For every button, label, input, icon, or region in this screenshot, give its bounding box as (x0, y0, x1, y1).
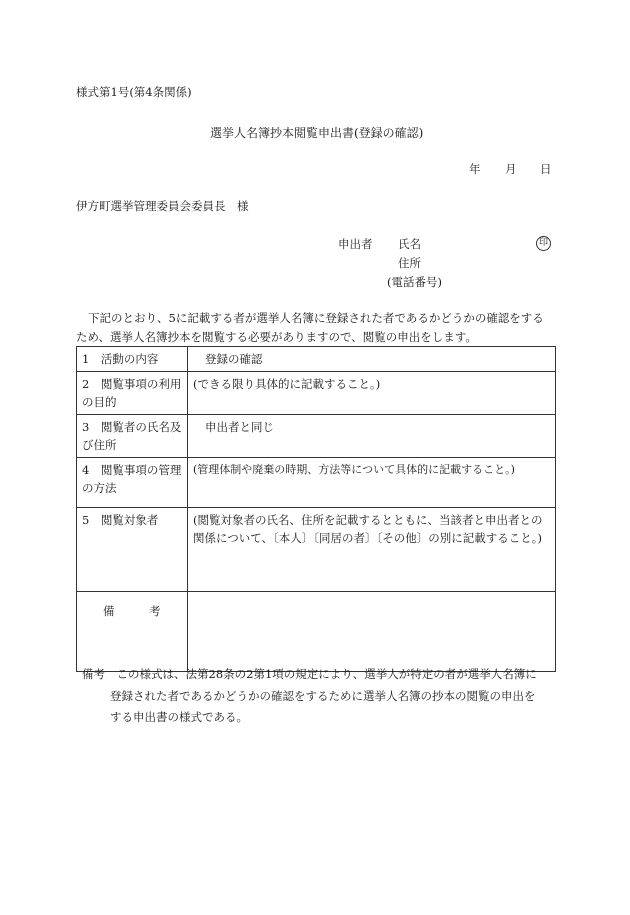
row-label: 3 閲覧者の氏名及び住所 (77, 415, 188, 458)
application-table (76, 346, 556, 672)
document-title: 選挙人名簿抄本閲覧申出書(登録の確認) (210, 126, 424, 140)
date-month: 月 (505, 162, 517, 176)
row-value[interactable] (188, 347, 556, 372)
row-value[interactable] (188, 415, 556, 458)
row-value-text: 登録の確認 (205, 352, 263, 366)
note-line-2: 登録された者であるかどうかの確認をするために選挙人名簿の抄本の閲覧の申出を (110, 688, 536, 703)
table-row (77, 415, 556, 458)
table-row (77, 372, 556, 415)
name-label: 氏名 (398, 237, 421, 251)
row-value[interactable]: (閲覧対象者の氏名、住所を記載するとともに、当該者と申出者との関係について、〔本人〕〔同居の者〕〔その他〕の別に記載すること。) (188, 508, 556, 592)
address-label: 住所 (398, 256, 421, 270)
date-day: 日 (540, 162, 552, 176)
row-label: 5 閲覧対象者 (77, 508, 188, 592)
row-label: 1 活動の内容 (77, 347, 188, 372)
note-line-1: 備考 この様式は、法第28条の2第1項の規定により、選挙人が特定の者が選挙人名簿に (82, 667, 537, 681)
note-line-3: する申出書の様式である。 (110, 710, 248, 724)
table-row (77, 592, 556, 672)
table-row (77, 347, 556, 372)
row-value-text: 申出者と同じ (205, 420, 274, 434)
table-row (77, 458, 556, 508)
row-value[interactable] (188, 592, 556, 672)
row-label: 4 閲覧事項の管理の方法 (77, 458, 188, 508)
date-year: 年 (469, 162, 481, 176)
intro-line-1: 下記のとおり、5に記載する者が選挙人名簿に登録された者であるかどうかの確認をする (88, 311, 544, 325)
seal-mark: 印 (536, 236, 551, 251)
row-label: 2 閲覧事項の利用の目的 (77, 372, 188, 415)
row-value[interactable]: (できる限り具体的に記載すること。) (188, 372, 556, 415)
note-block (82, 664, 562, 729)
row-value[interactable]: (管理体制や廃棄の時期、方法等について具体的に記載すること。) (188, 458, 556, 508)
intro-line-2: ため、選挙人名簿抄本を閲覧する必要がありますので、閲覧の申出をします。 (76, 330, 477, 344)
applicant-label: 申出者 (338, 237, 373, 251)
table-row (77, 508, 556, 592)
form-number: 様式第1号(第4条関係) (76, 85, 192, 99)
phone-label: (電話番号) (387, 275, 442, 289)
addressee: 伊方町選挙管理委員会委員長 様 (76, 199, 249, 213)
row-label: 備 考 (77, 592, 188, 672)
